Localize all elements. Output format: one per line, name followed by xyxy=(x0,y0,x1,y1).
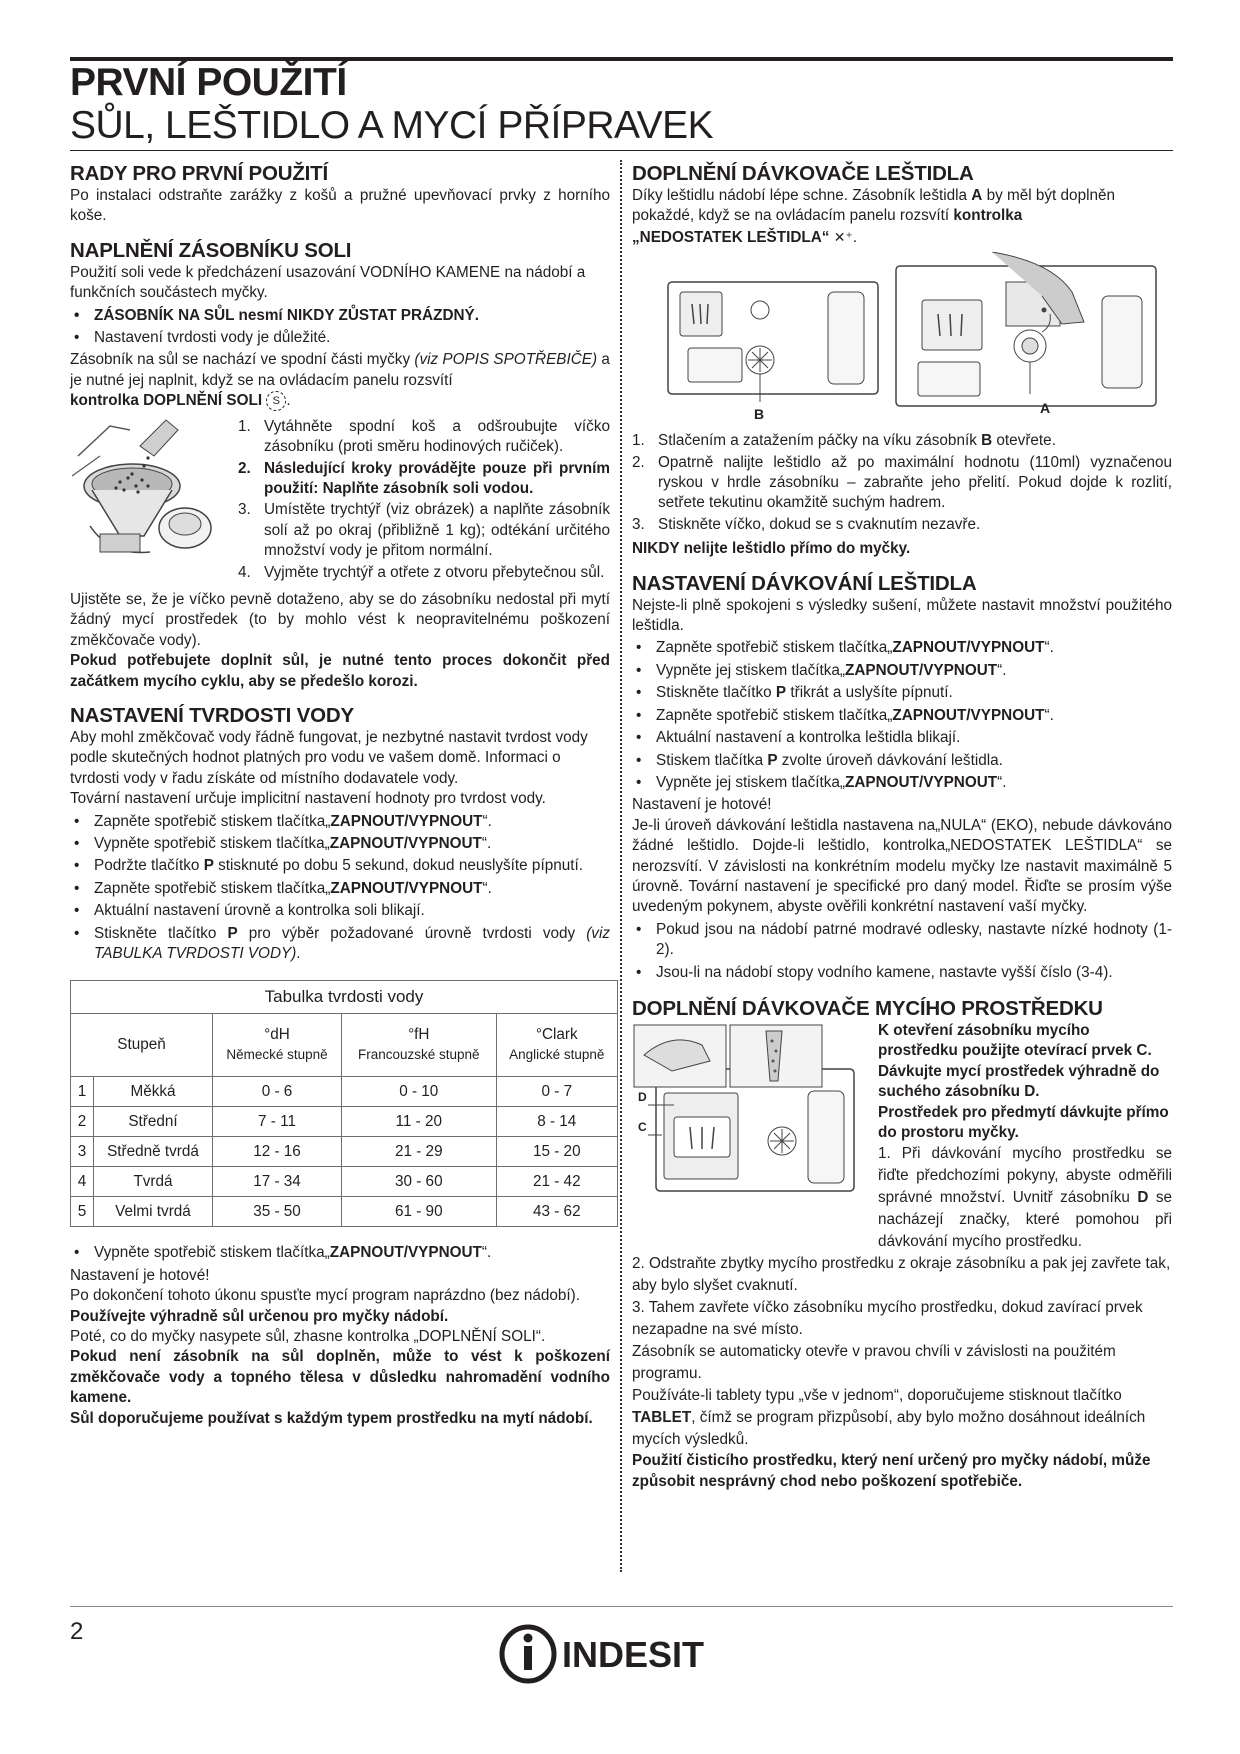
detergent-block xyxy=(632,1021,1172,1253)
hardness-intro: Aby mohl změkčovač vody řádně fungovat, je nezbytné nastavit tvrdost vody podle skutečných hodnot platných pro vodu ve vašem domě. Informaci o tvrdosti vody v řadu získáte od místního dodavatele vody. xyxy=(70,728,588,787)
salt-lid-note: Ujistěte se, že je víčko pevně dotaženo, aby se do zásobníku nedostal při mytí žádný mycí prostředek (to by mohlo vést k neopravitelnému poškození změkčovače vody). xyxy=(70,590,610,649)
dose-step: • Vypněte jej stiskem tlačítka„ZAPNOUT/VYPNOUT“. xyxy=(632,773,1172,793)
salt-only-note: Používejte výhradně sůl určenou pro myčky nádobí. xyxy=(70,1307,449,1325)
table-header-fh: °fH Francouzské stupně xyxy=(342,1014,497,1077)
page-subtitle: SŮL, LEŠTIDLO A MYCÍ PŘÍPRAVEK xyxy=(70,104,714,147)
after-step: • Vypněte spotřebič stiskem tlačítka„ZAPNOUT/VYPNOUT“. xyxy=(70,1243,610,1263)
rinse-step: 1. Stlačením a zatažením páčky na víku zásobník B otevřete. xyxy=(632,432,1056,450)
detergent-open: K otevření zásobníku mycího prostředku použijte otevírací prvek C. xyxy=(878,1021,1152,1060)
detergent-prewash: Prostředek pro předmytí dávkujte přímo do prostoru myčky. xyxy=(878,1103,1169,1141)
footer-rule xyxy=(70,1606,1173,1607)
salt-steps-block xyxy=(70,416,610,584)
label-a: A xyxy=(1040,400,1051,417)
rinse-warning: NIKDY nelijte leštidlo přímo do myčky. xyxy=(632,540,911,558)
rinse-aid-heading: DOPLNĚNÍ DÁVKOVAČE LEŠTIDLA xyxy=(632,162,974,185)
dispenser-drawing xyxy=(632,252,1172,430)
detergent-step-3: 3. Tahem zavřete víčko zásobníku mycího prostředku, dokud zavírací prvek nezapadne na své místo. xyxy=(632,1299,1143,1339)
left-column xyxy=(70,162,610,1429)
table-row: 1 Měkká 0 - 6 0 - 10 0 - 7 xyxy=(71,1077,618,1107)
salt-heading: NAPLNĚNÍ ZÁSOBNÍKU SOLI xyxy=(70,238,352,262)
label-c: C xyxy=(638,1119,647,1134)
salt-corrosion-note: Pokud potřebujete doplnit sůl, je nutné tento proces dokončit před začátkem mycího cyklu, aby se předešlo korozi. xyxy=(70,652,610,690)
hardness-table xyxy=(70,980,618,1227)
hardness-step: • Zapněte spotřebič stiskem tlačítka„ZAPNOUT/VYPNOUT“. xyxy=(70,812,610,832)
empty-cycle-note: Po dokončení tohoto úkonu spusťte mycí program naprázdno (bez nádobí). xyxy=(70,1287,580,1305)
salt-step: 4. Vyjměte trychtýř a otřete z otvoru přebytečnou sůl. xyxy=(238,563,605,581)
detergent-auto-open: Zásobník se automaticky otevře v pravou chvíli v závislosti na použitém programu. xyxy=(632,1343,1116,1383)
rinse-dose-heading: NASTAVENÍ DÁVKOVÁNÍ LEŠTIDLA xyxy=(632,571,977,595)
rinse-tip: • Jsou-li na nádobí stopy vodního kamene, nastavte vyšší číslo (3-4). xyxy=(632,963,1172,983)
rinse-aid-illustration xyxy=(632,252,1172,430)
rinse-step: 3. Stiskněte víčko, dokud se s cvaknutím nezavře. xyxy=(632,515,981,533)
dose-step: • Zapněte spotřebič stiskem tlačítka„ZAPNOUT/VYPNOUT“. xyxy=(632,706,1172,726)
salt-bullets xyxy=(70,306,610,349)
rinse-done: Nastavení je hotové! xyxy=(632,796,772,814)
detergent-side-text xyxy=(878,1021,1172,1253)
hardness-step: • Aktuální nastavení úrovně a kontrolka soli blikají. xyxy=(70,901,610,921)
detergent-step-1: 1. Při dávkování mycího prostředku se řiďte předchozími pokyny, abyste odměřili správné množství. Uvnitř zásobníku D se nacházejí značky, které pomohou při dávkování mycího prostředku. xyxy=(878,1145,1172,1251)
table-row: 3 Středně tvrdá 12 - 16 21 - 29 15 - 20 xyxy=(71,1137,618,1167)
indesit-logo xyxy=(496,1624,746,1684)
dose-step: • Zapněte spotřebič stiskem tlačítka„ZAPNOUT/VYPNOUT“. xyxy=(632,638,1172,658)
salt-indicator-icon: S xyxy=(266,391,286,411)
rinse-aid-steps xyxy=(632,431,1172,535)
salt-funnel-illustration xyxy=(70,416,220,566)
column-divider xyxy=(620,160,622,1572)
salt-light-note: Poté, co do myčky nasypete sůl, zhasne kontrolka „DOPLNĚNÍ SOLI“. xyxy=(70,1328,546,1346)
dose-step: • Aktuální nastavení a kontrolka leštidla blikají. xyxy=(632,728,1172,748)
hardness-step: • Zapněte spotřebič stiskem tlačítka„ZAPNOUT/VYPNOUT“. xyxy=(70,879,610,899)
salt-damage-note: Pokud není zásobník na sůl doplněn, může to vést k poškození změkčovače vody a topného tělesa v důsledku nahromadění vodního kamene. xyxy=(70,1348,610,1407)
label-b: B xyxy=(754,406,765,423)
detergent-dry: Dávkujte mycí prostředek výhradně do suchého zásobníku D. xyxy=(878,1062,1160,1101)
dose-step: • Stiskem tlačítka P zvolte úroveň dávkování leštidla. xyxy=(632,751,1172,771)
hardness-step: • Vypněte spotřebič stiskem tlačítka„ZAPNOUT/VYPNOUT“. xyxy=(70,834,610,854)
right-column xyxy=(632,162,1172,1492)
brand-name: INDESIT xyxy=(562,1634,705,1675)
rinse-tips xyxy=(632,920,1172,983)
page-number: 2 xyxy=(70,1618,84,1645)
table-header-clark: °Clark Anglické stupně xyxy=(496,1014,617,1077)
hardness-done: Nastavení je hotové! xyxy=(70,1266,210,1284)
detergent-drawing xyxy=(632,1021,864,1199)
rinse-dose-intro: Nejste-li plně spokojeni s výsledky sušení, můžete nastavit množství použitého leštidla. xyxy=(632,596,1172,635)
hardness-steps xyxy=(70,812,610,965)
hardness-step: • Stiskněte tlačítko P pro výběr požadované úrovně tvrdosti vody (viz TABULKA TVRDOSTI VODY). xyxy=(70,924,610,965)
detergent-illustration xyxy=(632,1021,864,1199)
salt-recommend-note: Sůl doporučujeme používat s každým typem prostředku na mytí nádobí. xyxy=(70,1409,593,1427)
hardness-factory: Tovární nastavení určuje implicitní nastavení hodnoty pro tvrdost vody. xyxy=(70,790,546,808)
tablet-note: Používáte-li tablety typu „vše v jednom“, doporučujeme stisknout tlačítko TABLET, čímž se program přizpůsobí, aby bylo možno dosáhnout ideálních mycích výsledků. xyxy=(632,1387,1146,1449)
dose-step: • Stiskněte tlačítko P třikrát a uslyšíte pípnutí. xyxy=(632,683,1172,703)
rinse-zero-note: Je-li úroveň dávkování leštidla nastavena na„NULA“ (EKO), nebude dávkováno žádné leštidlo. Dojde-li leštidlo, kontrolka„NEDOSTATEK LEŠTIDLA“ se nerozsvítí. V závislosti na konkrétním modelu myčky lze nastavit maximálně 5 úrovně. Tovární nastavení je specifické pro daný model. Řiďte se prosím výše uvedeným pokynem, abyste ověřili konkrétní nastavení vaší myčky. xyxy=(632,816,1172,916)
table-row: 4 Tvrdá 17 - 34 30 - 60 21 - 42 xyxy=(71,1167,618,1197)
detergent-warning: Použití čisticího prostředku, který není určený pro myčky nádobí, může způsobit nesprávný chod nebo poškození spotřebiče. xyxy=(632,1452,1151,1490)
hardness-step: • Podržte tlačítko P stisknuté po dobu 5 sekund, dokud neuslyšíte pípnutí. xyxy=(70,856,610,876)
rinse-tip: • Pokud jsou na nádobí patrné modravé odlesky, nastavte nízké hodnoty (1-2). xyxy=(632,920,1172,961)
salt-intro: Použití soli vede k předcházení usazování VODNÍHO KAMENE na nádobí a funkčních součástech myčky. xyxy=(70,263,586,302)
salt-step: 1. Vytáhněte spodní koš a odšroubujte víčko zásobníku (proti směru hodinových ručiček). xyxy=(238,417,610,456)
rinse-aid-intro: Díky leštidlu nádobí lépe schne. Zásobník leštidla A by měl být doplněn pokaždé, když se na ovládacím panelu rozsvítí kontrolka „NEDOSTATEK LEŠTIDLA“ ✕⁺. xyxy=(632,187,1115,246)
title-rule xyxy=(70,150,1173,151)
detergent-heading: DOPLNĚNÍ DÁVKOVAČE MYCÍHO PROSTŘEDKU xyxy=(632,996,1103,1020)
table-title: Tabulka tvrdosti vody xyxy=(71,981,618,1014)
table-row: 2 Střední 7 - 11 11 - 20 8 - 14 xyxy=(71,1107,618,1137)
hardness-heading: NASTAVENÍ TVRDOSTI VODY xyxy=(70,703,354,727)
table-row: 5 Velmi tvrdá 35 - 50 61 - 90 43 - 62 xyxy=(71,1197,618,1227)
rinse-aid-indicator-icon: ✕⁺ xyxy=(833,228,853,245)
table-header-level: Stupeň xyxy=(71,1014,213,1077)
salt-steps xyxy=(238,416,610,584)
page-title: PRVNÍ POUŽITÍ xyxy=(70,61,347,104)
dose-step: • Vypněte jej stiskem tlačítka„ZAPNOUT/VYPNOUT“. xyxy=(632,661,1172,681)
salt-step: 3. Umístěte trychtýř (viz obrázek) a naplňte zásobník solí až po okraj (přibližně 1 kg); odtékání určitého množství vody je přitom normální. xyxy=(238,501,610,560)
salt-bullet-warning: • ZÁSOBNÍK NA SŮL nesmí NIKDY ZŮSTAT PRÁZDNÝ. xyxy=(70,306,610,326)
salt-location: Zásobník na sůl se nachází ve spodní části myčky (viz POPIS SPOTŘEBIČE) a je nutné jej naplnit, když se na ovládacím panelu rozsvítí kontrolka DOPLNĚNÍ SOLI S . xyxy=(70,351,610,410)
salt-step: 2. Následující kroky provádějte pouze při prvním použití: Naplňte zásobník soli vodou. xyxy=(238,459,610,497)
first-use-text: Po instalaci odstraňte zarážky z košů a pružné upevňovací prvky z horního koše. xyxy=(70,187,610,225)
table-header-dh: °dH Německé stupně xyxy=(213,1014,342,1077)
rinse-step: 2. Opatrně nalijte leštidlo až po maximální hodnotu (110ml) vyznačenou ryskou v hrdle zásobníku – zabraňte jeho přelití. Pokud dojde k rozlití, setřete tekutinu okamžitě suchým hadrem. xyxy=(632,453,1172,512)
rinse-dose-steps xyxy=(632,638,1172,793)
detergent-step-2: 2. Odstraňte zbytky mycího prostředku z okraje zásobníku a pak jej zavřete tak, aby bylo slyšet cvaknutí. xyxy=(632,1255,1171,1295)
label-d: D xyxy=(638,1089,647,1104)
first-use-heading: RADY PRO PRVNÍ POUŽITÍ xyxy=(70,162,328,185)
after-table-bullets xyxy=(70,1243,610,1263)
salt-bullet-hardness: • Nastavení tvrdosti vody je důležité. xyxy=(70,328,610,348)
